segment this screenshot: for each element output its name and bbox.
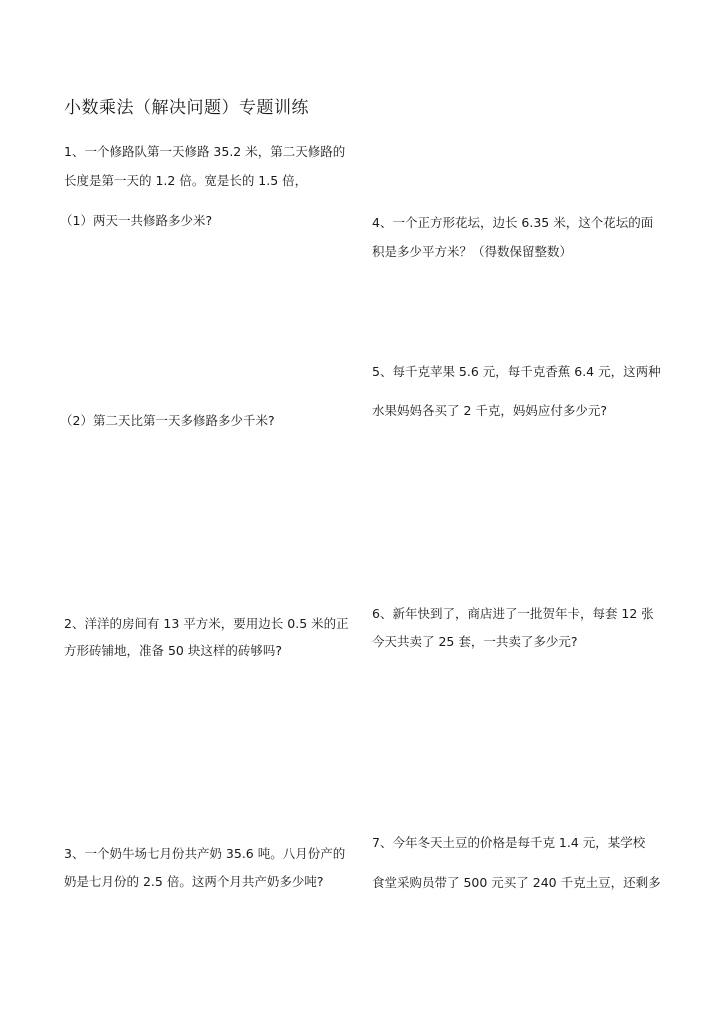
q1-subquestion-2: （2）第二天比第一天多修路多少千米? [60, 413, 275, 428]
q7-text-line-1: 7、今年冬天土豆的价格是每千克 1.4 元，某学校 [372, 835, 646, 850]
q1-text-line-2: 长度是第一天的 1.2 倍。宽是长的 1.5 倍， [64, 173, 308, 188]
q2-text-line-1: 2、洋洋的房间有 13 平方米，要用边长 0.5 米的正 [64, 616, 349, 631]
q3-text-line-1: 3、一个奶牛场七月份共产奶 35.6 吨。八月份产的 [64, 846, 346, 861]
q5-text-line-1: 5、每千克苹果 5.6 元，每千克香蕉 6.4 元，这两种 [372, 364, 661, 379]
q5-text-line-2: 水果妈妈各买了 2 千克，妈妈应付多少元? [372, 403, 608, 418]
q4-text-line-2: 积是多少平方米？（得数保留整数） [372, 244, 573, 259]
page-title: 小数乘法（解决问题）专题训练 [64, 98, 309, 118]
q2-text-line-2: 方形砖铺地，准备 50 块这样的砖够吗? [64, 643, 282, 658]
q6-text-line-2: 今天共卖了 25 套，一共卖了多少元? [372, 634, 578, 649]
q6-text-line-1: 6、新年快到了，商店进了一批贺年卡，每套 12 张 [372, 606, 654, 621]
q1-text-line-1: 1、一个修路队第一天修路 35.2 米，第二天修路的 [64, 144, 346, 159]
q3-text-line-2: 奶是七月份的 2.5 倍。这两个月共产奶多少吨? [64, 874, 324, 889]
q1-subquestion-1: （1）两天一共修路多少米? [60, 213, 213, 228]
q7-text-line-2: 食堂采购员带了 500 元买了 240 千克土豆，还剩多 [372, 875, 661, 890]
q4-text-line-1: 4、一个正方形花坛，边长 6.35 米，这个花坛的面 [372, 215, 654, 230]
